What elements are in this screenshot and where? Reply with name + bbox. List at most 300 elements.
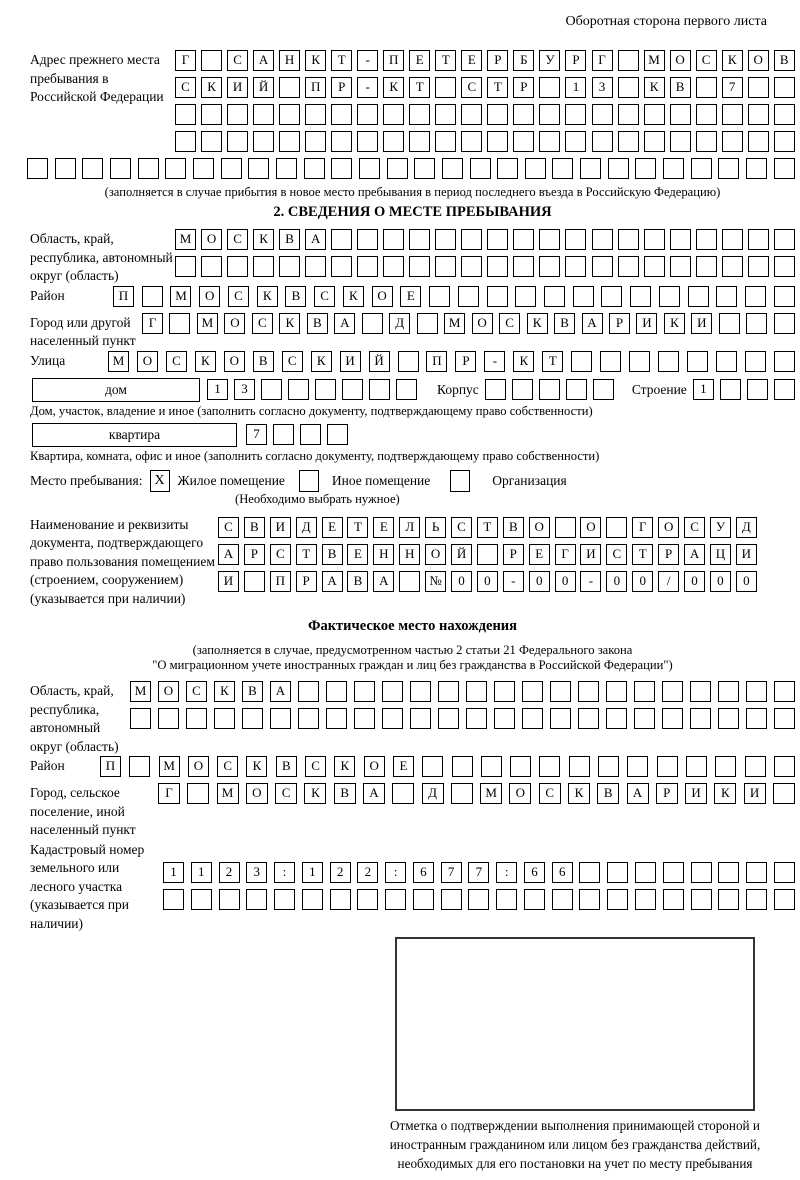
char-cell[interactable] bbox=[539, 77, 560, 98]
char-cell[interactable] bbox=[539, 131, 560, 152]
char-cell[interactable]: О bbox=[224, 313, 245, 334]
char-cell[interactable] bbox=[515, 286, 536, 307]
char-cell[interactable]: Г bbox=[142, 313, 163, 334]
char-cell[interactable]: 7 bbox=[246, 424, 267, 445]
char-cell[interactable]: И bbox=[744, 783, 766, 804]
char-cell[interactable]: К bbox=[195, 351, 216, 372]
char-cell[interactable]: С bbox=[175, 77, 196, 98]
char-cell[interactable]: Р bbox=[455, 351, 476, 372]
char-cell[interactable]: Т bbox=[296, 544, 317, 565]
char-cell[interactable]: П bbox=[270, 571, 291, 592]
char-cell[interactable] bbox=[580, 158, 601, 179]
char-cell[interactable]: А bbox=[218, 544, 239, 565]
house-box[interactable]: дом bbox=[32, 378, 200, 402]
char-cell[interactable]: С bbox=[314, 286, 335, 307]
char-cell[interactable]: К bbox=[334, 756, 355, 777]
char-cell[interactable]: С bbox=[217, 756, 238, 777]
char-cell[interactable] bbox=[688, 286, 709, 307]
char-cell[interactable] bbox=[774, 77, 795, 98]
char-cell[interactable]: О bbox=[580, 517, 601, 538]
char-cell[interactable]: К bbox=[257, 286, 278, 307]
char-cell[interactable] bbox=[273, 424, 294, 445]
char-cell[interactable]: О bbox=[472, 313, 493, 334]
char-cell[interactable]: С bbox=[228, 286, 249, 307]
char-cell[interactable]: О bbox=[670, 50, 691, 71]
char-cell[interactable]: К bbox=[513, 351, 534, 372]
char-cell[interactable]: Д bbox=[296, 517, 317, 538]
char-cell[interactable]: В bbox=[279, 229, 300, 250]
char-cell[interactable]: К bbox=[568, 783, 590, 804]
char-cell[interactable] bbox=[487, 104, 508, 125]
char-cell[interactable] bbox=[746, 708, 767, 729]
char-cell[interactable] bbox=[578, 708, 599, 729]
char-cell[interactable] bbox=[186, 708, 207, 729]
char-cell[interactable] bbox=[618, 229, 639, 250]
char-cell[interactable]: С bbox=[539, 783, 561, 804]
char-cell[interactable]: Е bbox=[373, 517, 394, 538]
char-cell[interactable]: М bbox=[217, 783, 239, 804]
char-cell[interactable] bbox=[191, 889, 212, 910]
char-cell[interactable]: В bbox=[253, 351, 274, 372]
char-cell[interactable]: : bbox=[496, 862, 517, 883]
char-cell[interactable] bbox=[330, 889, 351, 910]
char-cell[interactable]: М bbox=[170, 286, 191, 307]
char-cell[interactable]: К bbox=[201, 77, 222, 98]
char-cell[interactable] bbox=[722, 256, 743, 277]
char-cell[interactable] bbox=[662, 708, 683, 729]
char-cell[interactable]: В bbox=[597, 783, 619, 804]
char-cell[interactable] bbox=[55, 158, 76, 179]
char-cell[interactable]: А bbox=[582, 313, 603, 334]
char-cell[interactable] bbox=[435, 104, 456, 125]
char-cell[interactable] bbox=[745, 286, 766, 307]
char-cell[interactable]: И bbox=[736, 544, 757, 565]
char-cell[interactable]: 7 bbox=[468, 862, 489, 883]
char-cell[interactable] bbox=[662, 681, 683, 702]
char-cell[interactable] bbox=[774, 708, 795, 729]
checkbox-organization[interactable] bbox=[450, 470, 470, 492]
char-cell[interactable] bbox=[618, 77, 639, 98]
char-cell[interactable] bbox=[175, 104, 196, 125]
char-cell[interactable]: 7 bbox=[441, 862, 462, 883]
char-cell[interactable] bbox=[369, 379, 390, 400]
char-cell[interactable] bbox=[658, 351, 679, 372]
char-cell[interactable] bbox=[690, 681, 711, 702]
char-cell[interactable] bbox=[670, 256, 691, 277]
char-cell[interactable] bbox=[565, 229, 586, 250]
char-cell[interactable]: С bbox=[227, 50, 248, 71]
char-cell[interactable] bbox=[342, 379, 363, 400]
char-cell[interactable] bbox=[253, 256, 274, 277]
char-cell[interactable] bbox=[746, 889, 767, 910]
char-cell[interactable] bbox=[331, 158, 352, 179]
char-cell[interactable] bbox=[686, 756, 707, 777]
char-cell[interactable] bbox=[458, 286, 479, 307]
char-cell[interactable]: 2 bbox=[330, 862, 351, 883]
char-cell[interactable] bbox=[659, 286, 680, 307]
char-cell[interactable] bbox=[579, 862, 600, 883]
char-cell[interactable]: Д bbox=[422, 783, 444, 804]
char-cell[interactable] bbox=[279, 256, 300, 277]
char-cell[interactable]: А bbox=[627, 783, 649, 804]
char-cell[interactable]: С bbox=[252, 313, 273, 334]
char-cell[interactable] bbox=[410, 708, 431, 729]
char-cell[interactable] bbox=[409, 229, 430, 250]
char-cell[interactable]: В bbox=[334, 783, 356, 804]
char-cell[interactable]: 1 bbox=[565, 77, 586, 98]
char-cell[interactable] bbox=[487, 229, 508, 250]
checkbox-other-premises[interactable] bbox=[299, 470, 319, 492]
char-cell[interactable] bbox=[435, 77, 456, 98]
char-cell[interactable] bbox=[326, 708, 347, 729]
char-cell[interactable] bbox=[524, 889, 545, 910]
char-cell[interactable] bbox=[722, 131, 743, 152]
char-cell[interactable] bbox=[435, 256, 456, 277]
char-cell[interactable] bbox=[722, 104, 743, 125]
char-cell[interactable] bbox=[385, 889, 406, 910]
char-cell[interactable] bbox=[461, 256, 482, 277]
char-cell[interactable] bbox=[253, 131, 274, 152]
char-cell[interactable] bbox=[382, 681, 403, 702]
char-cell[interactable]: М bbox=[108, 351, 129, 372]
char-cell[interactable] bbox=[227, 104, 248, 125]
char-cell[interactable] bbox=[565, 104, 586, 125]
char-cell[interactable] bbox=[130, 708, 151, 729]
char-cell[interactable] bbox=[687, 351, 708, 372]
char-cell[interactable] bbox=[413, 889, 434, 910]
char-cell[interactable]: Т bbox=[331, 50, 352, 71]
char-cell[interactable]: Й bbox=[253, 77, 274, 98]
char-cell[interactable]: С bbox=[186, 681, 207, 702]
char-cell[interactable] bbox=[552, 158, 573, 179]
char-cell[interactable]: К bbox=[714, 783, 736, 804]
char-cell[interactable]: М bbox=[444, 313, 465, 334]
char-cell[interactable]: 1 bbox=[191, 862, 212, 883]
char-cell[interactable] bbox=[410, 681, 431, 702]
char-cell[interactable] bbox=[629, 351, 650, 372]
char-cell[interactable] bbox=[644, 104, 665, 125]
char-cell[interactable] bbox=[513, 131, 534, 152]
char-cell[interactable] bbox=[716, 286, 737, 307]
char-cell[interactable] bbox=[383, 104, 404, 125]
char-cell[interactable] bbox=[670, 104, 691, 125]
char-cell[interactable]: П bbox=[305, 77, 326, 98]
char-cell[interactable] bbox=[718, 158, 739, 179]
char-cell[interactable] bbox=[746, 862, 767, 883]
char-cell[interactable] bbox=[555, 517, 576, 538]
char-cell[interactable]: Т bbox=[347, 517, 368, 538]
char-cell[interactable] bbox=[696, 131, 717, 152]
char-cell[interactable] bbox=[747, 379, 768, 400]
char-cell[interactable]: Е bbox=[400, 286, 421, 307]
char-cell[interactable]: Т bbox=[435, 50, 456, 71]
char-cell[interactable] bbox=[592, 229, 613, 250]
char-cell[interactable] bbox=[513, 104, 534, 125]
char-cell[interactable] bbox=[494, 708, 515, 729]
char-cell[interactable]: У bbox=[710, 517, 731, 538]
char-cell[interactable]: : bbox=[274, 862, 295, 883]
checkbox-residential[interactable]: X bbox=[150, 470, 170, 492]
char-cell[interactable]: 2 bbox=[219, 862, 240, 883]
char-cell[interactable] bbox=[600, 351, 621, 372]
char-cell[interactable]: Г bbox=[175, 50, 196, 71]
char-cell[interactable]: А bbox=[334, 313, 355, 334]
char-cell[interactable]: О bbox=[529, 517, 550, 538]
char-cell[interactable]: Р bbox=[244, 544, 265, 565]
char-cell[interactable]: Т bbox=[542, 351, 563, 372]
char-cell[interactable] bbox=[165, 158, 186, 179]
char-cell[interactable] bbox=[441, 889, 462, 910]
char-cell[interactable] bbox=[470, 158, 491, 179]
char-cell[interactable] bbox=[550, 681, 571, 702]
char-cell[interactable] bbox=[774, 286, 795, 307]
char-cell[interactable]: В bbox=[347, 571, 368, 592]
char-cell[interactable] bbox=[288, 379, 309, 400]
char-cell[interactable]: Н bbox=[373, 544, 394, 565]
char-cell[interactable] bbox=[305, 131, 326, 152]
char-cell[interactable] bbox=[158, 708, 179, 729]
char-cell[interactable]: И bbox=[340, 351, 361, 372]
char-cell[interactable] bbox=[670, 229, 691, 250]
char-cell[interactable]: О bbox=[224, 351, 245, 372]
char-cell[interactable]: С bbox=[218, 517, 239, 538]
char-cell[interactable]: О bbox=[372, 286, 393, 307]
char-cell[interactable]: А bbox=[363, 783, 385, 804]
char-cell[interactable] bbox=[261, 379, 282, 400]
char-cell[interactable]: С bbox=[451, 517, 472, 538]
char-cell[interactable] bbox=[201, 131, 222, 152]
char-cell[interactable]: С bbox=[606, 544, 627, 565]
char-cell[interactable]: Р bbox=[503, 544, 524, 565]
char-cell[interactable]: 0 bbox=[632, 571, 653, 592]
char-cell[interactable] bbox=[326, 681, 347, 702]
char-cell[interactable]: В bbox=[774, 50, 795, 71]
char-cell[interactable]: К bbox=[279, 313, 300, 334]
char-cell[interactable] bbox=[227, 256, 248, 277]
char-cell[interactable]: К bbox=[644, 77, 665, 98]
char-cell[interactable] bbox=[718, 681, 739, 702]
char-cell[interactable] bbox=[748, 229, 769, 250]
char-cell[interactable] bbox=[606, 708, 627, 729]
char-cell[interactable] bbox=[696, 229, 717, 250]
char-cell[interactable]: К bbox=[664, 313, 685, 334]
char-cell[interactable] bbox=[774, 158, 795, 179]
char-cell[interactable] bbox=[550, 708, 571, 729]
char-cell[interactable] bbox=[383, 256, 404, 277]
char-cell[interactable]: / bbox=[658, 571, 679, 592]
char-cell[interactable] bbox=[253, 104, 274, 125]
char-cell[interactable]: Т bbox=[477, 517, 498, 538]
char-cell[interactable]: И bbox=[691, 313, 712, 334]
char-cell[interactable] bbox=[552, 889, 573, 910]
char-cell[interactable] bbox=[331, 256, 352, 277]
char-cell[interactable] bbox=[634, 708, 655, 729]
char-cell[interactable] bbox=[522, 708, 543, 729]
char-cell[interactable] bbox=[606, 517, 627, 538]
char-cell[interactable]: М bbox=[644, 50, 665, 71]
char-cell[interactable] bbox=[110, 158, 131, 179]
char-cell[interactable] bbox=[497, 158, 518, 179]
char-cell[interactable] bbox=[461, 131, 482, 152]
char-cell[interactable] bbox=[716, 351, 737, 372]
char-cell[interactable]: Р bbox=[658, 544, 679, 565]
char-cell[interactable] bbox=[569, 756, 590, 777]
char-cell[interactable] bbox=[477, 544, 498, 565]
char-cell[interactable]: 0 bbox=[451, 571, 472, 592]
char-cell[interactable]: Й bbox=[369, 351, 390, 372]
char-cell[interactable] bbox=[398, 351, 419, 372]
char-cell[interactable]: Т bbox=[632, 544, 653, 565]
char-cell[interactable] bbox=[565, 131, 586, 152]
char-cell[interactable] bbox=[601, 286, 622, 307]
char-cell[interactable] bbox=[718, 862, 739, 883]
char-cell[interactable]: 3 bbox=[592, 77, 613, 98]
char-cell[interactable] bbox=[618, 131, 639, 152]
char-cell[interactable] bbox=[409, 131, 430, 152]
char-cell[interactable] bbox=[305, 104, 326, 125]
char-cell[interactable]: И bbox=[270, 517, 291, 538]
char-cell[interactable] bbox=[409, 104, 430, 125]
char-cell[interactable] bbox=[774, 379, 795, 400]
char-cell[interactable] bbox=[644, 256, 665, 277]
char-cell[interactable]: 0 bbox=[710, 571, 731, 592]
char-cell[interactable]: В bbox=[242, 681, 263, 702]
char-cell[interactable]: А bbox=[305, 229, 326, 250]
char-cell[interactable]: П bbox=[100, 756, 121, 777]
char-cell[interactable]: К bbox=[527, 313, 548, 334]
char-cell[interactable] bbox=[305, 256, 326, 277]
char-cell[interactable]: Г bbox=[592, 50, 613, 71]
char-cell[interactable] bbox=[138, 158, 159, 179]
char-cell[interactable] bbox=[300, 424, 321, 445]
char-cell[interactable]: В bbox=[322, 544, 343, 565]
char-cell[interactable] bbox=[452, 756, 473, 777]
char-cell[interactable]: С bbox=[461, 77, 482, 98]
char-cell[interactable] bbox=[357, 889, 378, 910]
char-cell[interactable]: О bbox=[188, 756, 209, 777]
char-cell[interactable] bbox=[592, 104, 613, 125]
char-cell[interactable] bbox=[571, 351, 592, 372]
char-cell[interactable] bbox=[663, 862, 684, 883]
char-cell[interactable] bbox=[382, 708, 403, 729]
char-cell[interactable] bbox=[175, 131, 196, 152]
char-cell[interactable]: 0 bbox=[684, 571, 705, 592]
char-cell[interactable] bbox=[331, 131, 352, 152]
char-cell[interactable] bbox=[691, 862, 712, 883]
char-cell[interactable] bbox=[169, 313, 190, 334]
char-cell[interactable]: К bbox=[343, 286, 364, 307]
char-cell[interactable] bbox=[417, 313, 438, 334]
char-cell[interactable] bbox=[696, 104, 717, 125]
char-cell[interactable]: 6 bbox=[413, 862, 434, 883]
char-cell[interactable] bbox=[618, 50, 639, 71]
char-cell[interactable]: С bbox=[227, 229, 248, 250]
char-cell[interactable] bbox=[244, 571, 265, 592]
char-cell[interactable]: У bbox=[539, 50, 560, 71]
char-cell[interactable]: И bbox=[636, 313, 657, 334]
char-cell[interactable] bbox=[745, 351, 766, 372]
char-cell[interactable] bbox=[512, 379, 533, 400]
char-cell[interactable] bbox=[592, 256, 613, 277]
char-cell[interactable] bbox=[746, 681, 767, 702]
char-cell[interactable] bbox=[513, 256, 534, 277]
char-cell[interactable] bbox=[435, 229, 456, 250]
char-cell[interactable]: 1 bbox=[693, 379, 714, 400]
char-cell[interactable] bbox=[774, 351, 795, 372]
char-cell[interactable] bbox=[635, 862, 656, 883]
char-cell[interactable] bbox=[722, 229, 743, 250]
char-cell[interactable]: В bbox=[276, 756, 297, 777]
char-cell[interactable] bbox=[513, 229, 534, 250]
char-cell[interactable] bbox=[774, 229, 795, 250]
char-cell[interactable] bbox=[774, 862, 795, 883]
char-cell[interactable] bbox=[565, 256, 586, 277]
char-cell[interactable] bbox=[466, 681, 487, 702]
char-cell[interactable] bbox=[399, 571, 420, 592]
char-cell[interactable] bbox=[618, 256, 639, 277]
char-cell[interactable]: Б bbox=[513, 50, 534, 71]
char-cell[interactable]: - bbox=[503, 571, 524, 592]
char-cell[interactable]: И bbox=[685, 783, 707, 804]
char-cell[interactable] bbox=[357, 104, 378, 125]
char-cell[interactable]: С bbox=[282, 351, 303, 372]
char-cell[interactable] bbox=[718, 708, 739, 729]
char-cell[interactable] bbox=[438, 708, 459, 729]
char-cell[interactable]: Л bbox=[399, 517, 420, 538]
char-cell[interactable]: К bbox=[304, 783, 326, 804]
char-cell[interactable]: 6 bbox=[524, 862, 545, 883]
char-cell[interactable]: К bbox=[722, 50, 743, 71]
char-cell[interactable] bbox=[274, 889, 295, 910]
char-cell[interactable] bbox=[510, 756, 531, 777]
char-cell[interactable] bbox=[387, 158, 408, 179]
char-cell[interactable] bbox=[539, 756, 560, 777]
char-cell[interactable]: Д bbox=[389, 313, 410, 334]
char-cell[interactable] bbox=[201, 256, 222, 277]
char-cell[interactable]: - bbox=[357, 50, 378, 71]
char-cell[interactable] bbox=[522, 681, 543, 702]
char-cell[interactable] bbox=[657, 756, 678, 777]
char-cell[interactable] bbox=[485, 379, 506, 400]
char-cell[interactable] bbox=[279, 77, 300, 98]
char-cell[interactable] bbox=[644, 229, 665, 250]
char-cell[interactable] bbox=[422, 756, 443, 777]
char-cell[interactable]: К bbox=[311, 351, 332, 372]
char-cell[interactable]: С bbox=[684, 517, 705, 538]
char-cell[interactable]: Е bbox=[461, 50, 482, 71]
char-cell[interactable] bbox=[163, 889, 184, 910]
char-cell[interactable]: А bbox=[684, 544, 705, 565]
char-cell[interactable] bbox=[438, 681, 459, 702]
char-cell[interactable] bbox=[175, 256, 196, 277]
char-cell[interactable]: 2 bbox=[357, 862, 378, 883]
char-cell[interactable] bbox=[718, 889, 739, 910]
char-cell[interactable] bbox=[383, 229, 404, 250]
char-cell[interactable]: - bbox=[357, 77, 378, 98]
char-cell[interactable]: Е bbox=[347, 544, 368, 565]
char-cell[interactable]: О bbox=[748, 50, 769, 71]
char-cell[interactable] bbox=[630, 286, 651, 307]
char-cell[interactable] bbox=[481, 756, 502, 777]
char-cell[interactable] bbox=[302, 889, 323, 910]
char-cell[interactable] bbox=[635, 158, 656, 179]
char-cell[interactable] bbox=[566, 379, 587, 400]
char-cell[interactable]: 0 bbox=[606, 571, 627, 592]
char-cell[interactable] bbox=[409, 256, 430, 277]
char-cell[interactable] bbox=[276, 158, 297, 179]
char-cell[interactable]: К bbox=[214, 681, 235, 702]
char-cell[interactable]: Н bbox=[399, 544, 420, 565]
